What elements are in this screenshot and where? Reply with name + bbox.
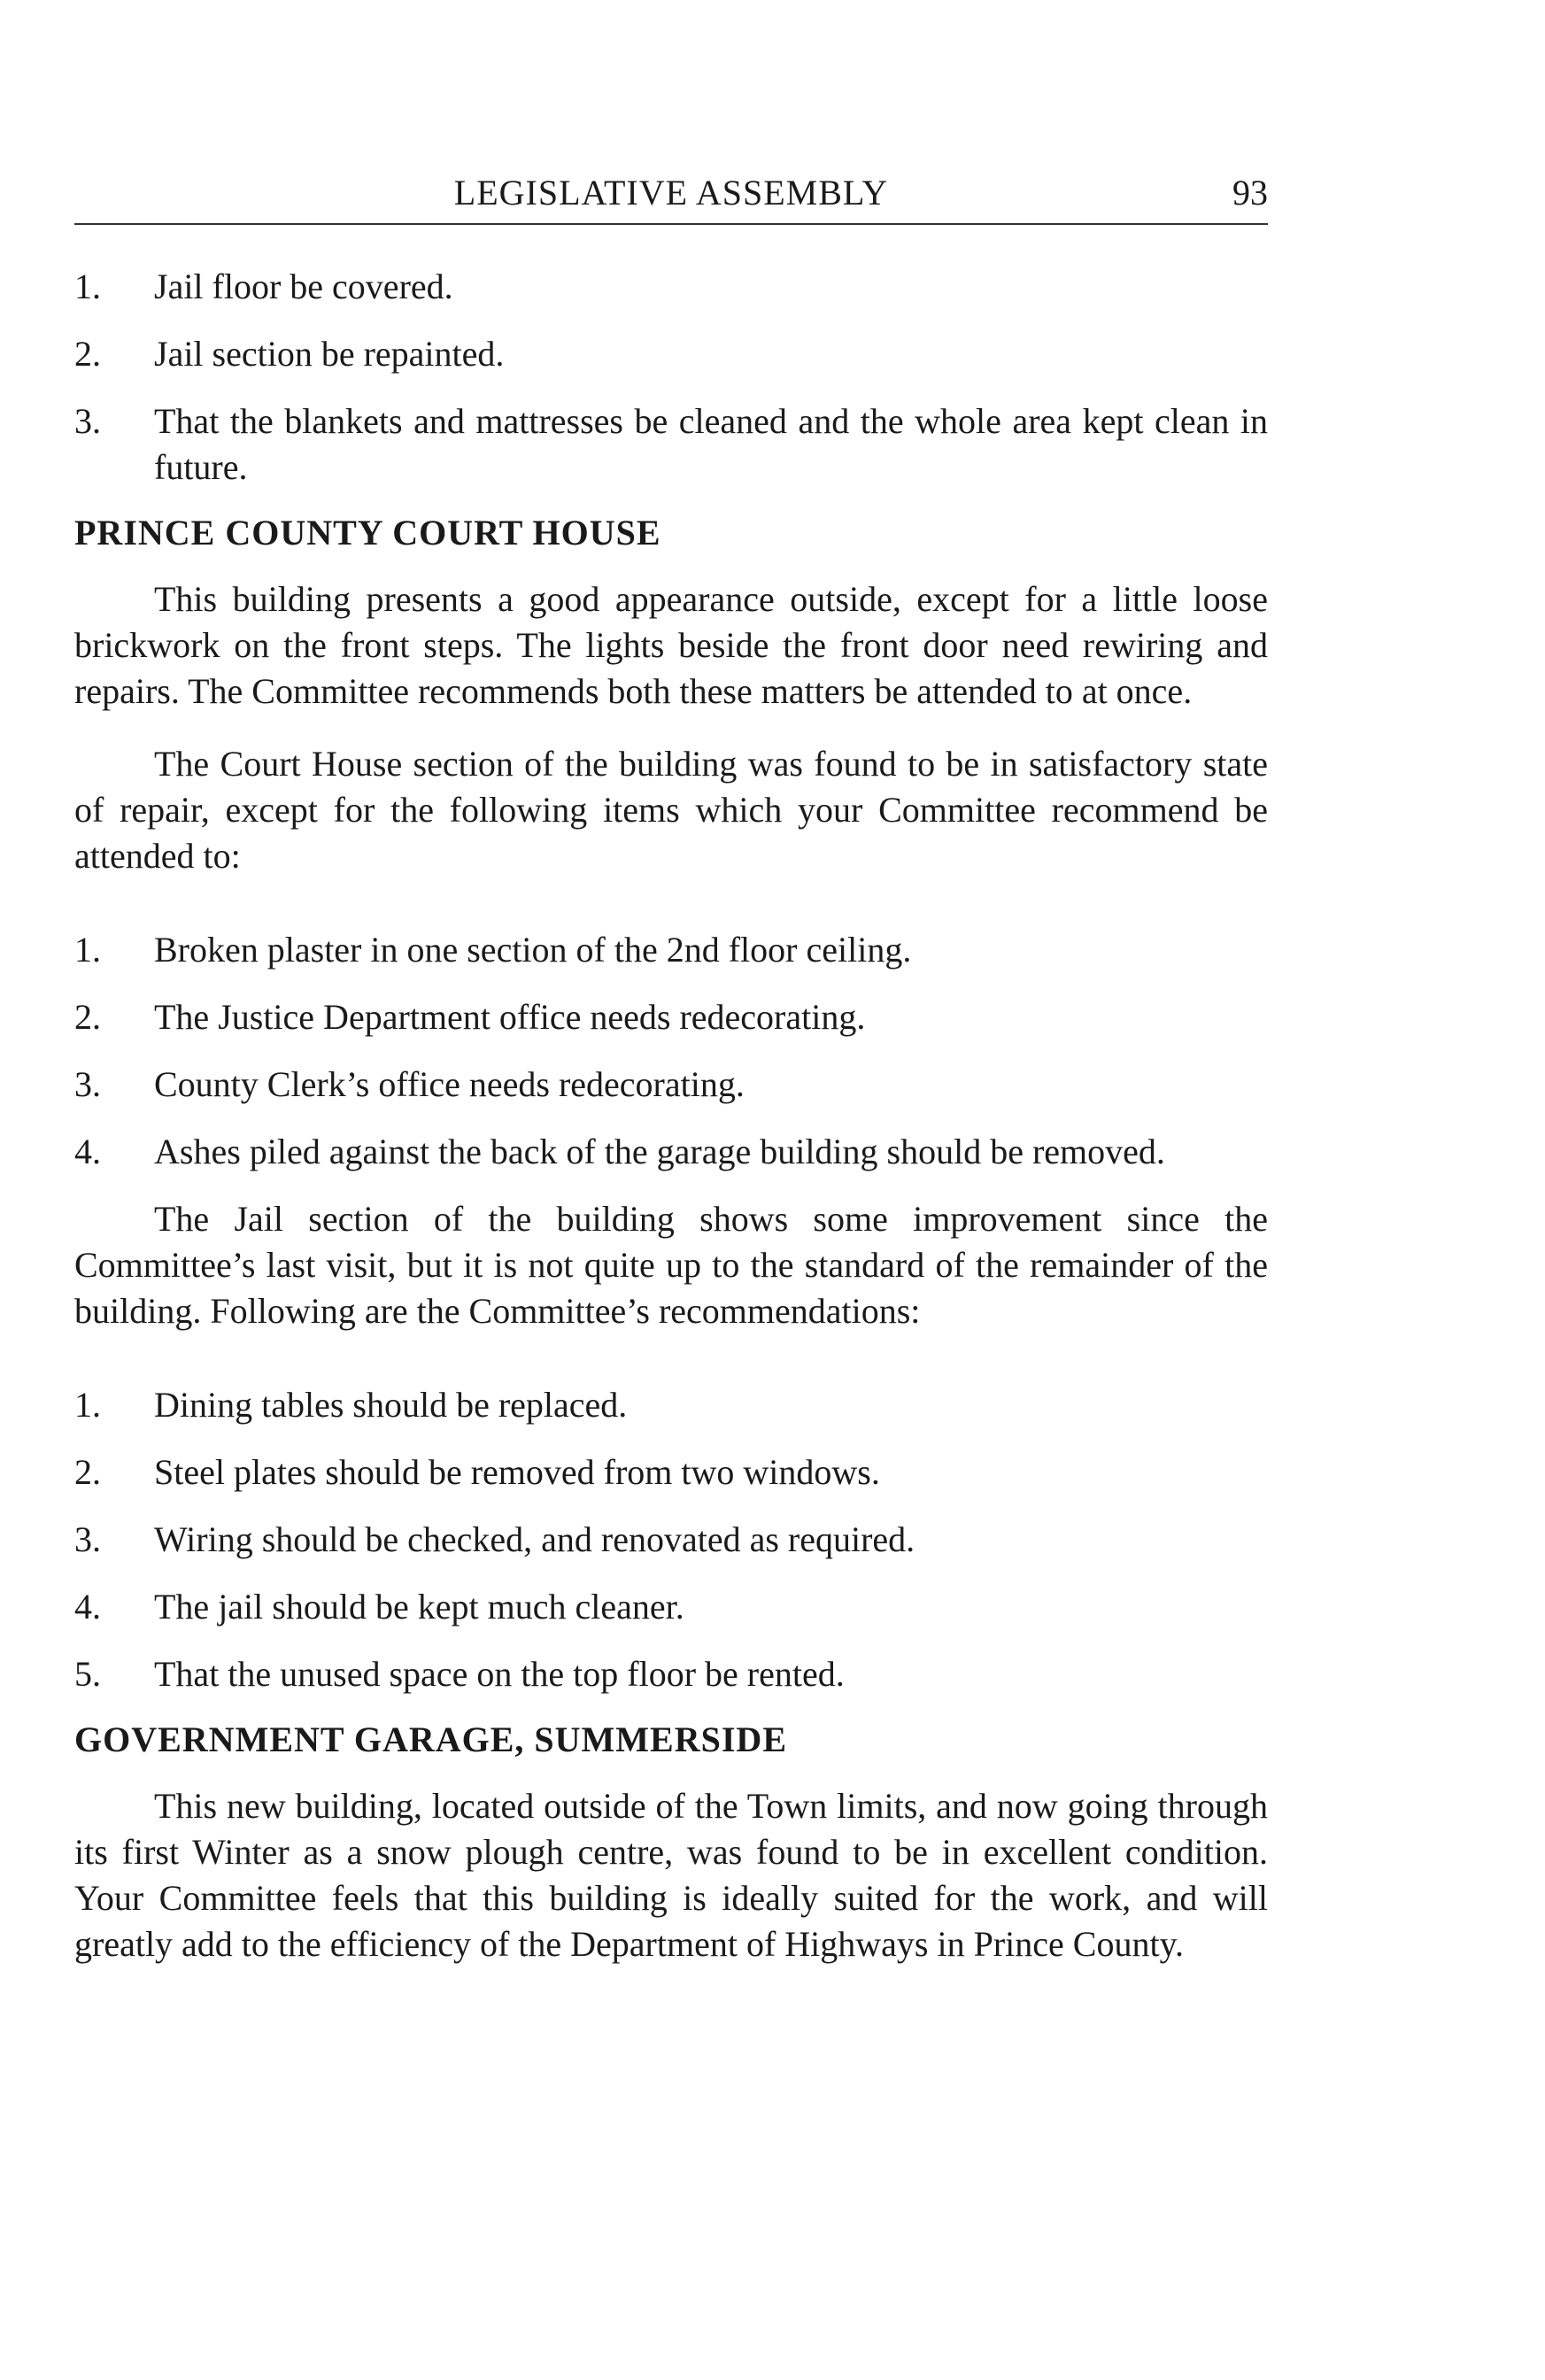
list-item-number: 1. bbox=[74, 267, 101, 306]
list-item-text: Ashes piled against the back of the garage building should be removed. bbox=[154, 1132, 1165, 1171]
list-item-number: 5. bbox=[74, 1654, 101, 1694]
list-item-number: 1. bbox=[74, 930, 101, 970]
list-item-number: 2. bbox=[74, 997, 101, 1037]
list-item-number: 4. bbox=[74, 1587, 101, 1627]
section-heading-court-house: PRINCE COUNTY COURT HOUSE bbox=[74, 513, 661, 552]
paragraph: The Jail section of the building shows some improvement since the Committee’s last visit, but it is not quite up to the standard of the remainder of the building. Following are the Committee’s recommendations: bbox=[74, 1199, 1268, 1331]
spacer bbox=[74, 906, 1268, 927]
list-item bbox=[74, 1651, 1268, 1697]
list-item-number: 2. bbox=[74, 334, 101, 374]
list-item-text: Broken plaster in one section of the 2nd floor ceiling. bbox=[154, 930, 912, 970]
spacer bbox=[74, 1361, 1268, 1382]
list-item-number: 2. bbox=[74, 1452, 101, 1492]
list-item bbox=[74, 1382, 1268, 1428]
list-item-text: Jail floor be covered. bbox=[154, 267, 453, 306]
running-header bbox=[74, 168, 1268, 225]
list-item-text: County Clerk’s office needs redecorating. bbox=[154, 1064, 745, 1104]
list-item-number: 3. bbox=[74, 401, 101, 441]
list-item bbox=[74, 1062, 1268, 1108]
page-content bbox=[74, 168, 1268, 1994]
list-item-number: 4. bbox=[74, 1132, 101, 1171]
list-item-text: The Justice Department office needs redecorating. bbox=[154, 997, 866, 1037]
list-item-text: That the unused space on the top floor be rented. bbox=[154, 1654, 845, 1694]
section-heading-government-garage: GOVERNMENT GARAGE, SUMMERSIDE bbox=[74, 1719, 787, 1759]
list-item bbox=[74, 331, 1268, 377]
list-item-text: Steel plates should be removed from two windows. bbox=[154, 1452, 880, 1492]
list-item-text: Jail section be repainted. bbox=[154, 334, 505, 374]
top-list bbox=[74, 264, 1268, 491]
list-item bbox=[74, 994, 1268, 1040]
page-number: 93 bbox=[1232, 173, 1268, 212]
paragraph: The Court House section of the building was found to be in satisfactory state of repair, except for the following items which your Committee recommend be attended to: bbox=[74, 744, 1268, 876]
court-house-list bbox=[74, 927, 1268, 1175]
paragraph: This new building, located outside of the Town limits, and now going through its first Winter as a snow plough centre, was found to be in excellent condition. Your Committee feels that this building is ideally suited for the work, and will greatly add to the efficiency of the Department of Highways in Prince County. bbox=[74, 1786, 1268, 1964]
list-item bbox=[74, 1129, 1268, 1175]
list-item-text: The jail should be kept much cleaner. bbox=[154, 1587, 684, 1627]
list-item bbox=[74, 1584, 1268, 1630]
list-item bbox=[74, 398, 1268, 491]
list-item-number: 3. bbox=[74, 1519, 101, 1559]
paragraph: This building presents a good appearance outside, except for a little loose brickwork on the front steps. The lights beside the front door need rewiring and repairs. The Committee recommends both these matters be attended to at once. bbox=[74, 579, 1268, 711]
list-item-text: Wiring should be checked, and renovated as required. bbox=[154, 1519, 915, 1559]
list-item bbox=[74, 264, 1268, 310]
jail-list bbox=[74, 1382, 1268, 1697]
list-item-number: 1. bbox=[74, 1385, 101, 1425]
running-header-title: LEGISLATIVE ASSEMBLY bbox=[453, 173, 889, 212]
list-item-number: 3. bbox=[74, 1064, 101, 1104]
list-item-text: That the blankets and mattresses be cleaned and the whole area kept clean in future. bbox=[154, 401, 1268, 487]
list-item bbox=[74, 927, 1268, 973]
list-item bbox=[74, 1449, 1268, 1495]
list-item-text: Dining tables should be replaced. bbox=[154, 1385, 628, 1425]
list-item bbox=[74, 1517, 1268, 1563]
